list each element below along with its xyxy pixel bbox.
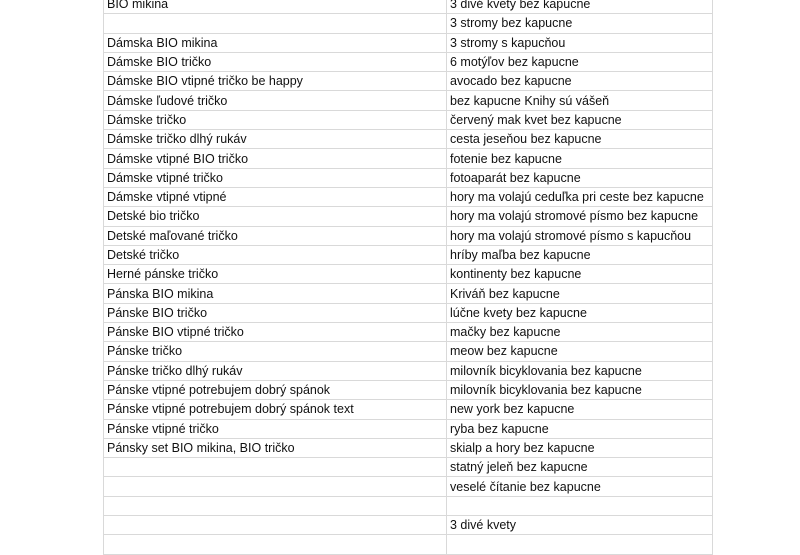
table-row — [104, 323, 713, 342]
cell-product-category[interactable] — [104, 516, 447, 535]
cell-design-name[interactable]: lúčne kvety bez kapucne — [447, 303, 713, 322]
cell-product-category[interactable]: Dámske vtipné tričko — [104, 168, 447, 187]
cell-design-name[interactable]: červený mak kvet bez kapucne — [447, 110, 713, 129]
table-row — [104, 342, 713, 361]
table-row — [104, 14, 713, 33]
table-row — [104, 187, 713, 206]
cell-product-category[interactable]: Detské tričko — [104, 245, 447, 264]
cell-product-category[interactable] — [104, 477, 447, 496]
table-row — [104, 207, 713, 226]
table-row — [104, 477, 713, 496]
cell-product-category[interactable]: Detské maľované tričko — [104, 226, 447, 245]
cell-design-name[interactable]: fotenie bez kapucne — [447, 149, 713, 168]
table-row — [104, 168, 713, 187]
spreadsheet-body — [104, 0, 713, 554]
cell-product-category[interactable]: Pánske tričko — [104, 342, 447, 361]
cell-product-category[interactable] — [104, 14, 447, 33]
cell-design-name[interactable]: ryba bez kapucne — [447, 419, 713, 438]
table-row — [104, 516, 713, 535]
table-row — [104, 52, 713, 71]
cell-product-category[interactable]: Dámske tričko — [104, 110, 447, 129]
cell-product-category[interactable]: Dámske ľudové tričko — [104, 91, 447, 110]
table-row — [104, 130, 713, 149]
table-row — [104, 458, 713, 477]
cell-design-name[interactable]: 3 stromy s kapucňou — [447, 33, 713, 52]
table-row — [104, 496, 713, 515]
cell-product-category[interactable]: Pánske vtipné potrebujem dobrý spánok — [104, 380, 447, 399]
cell-product-category[interactable]: Dámske tričko dlhý rukáv — [104, 130, 447, 149]
cell-design-name[interactable]: bez kapucne Knihy sú vášeň — [447, 91, 713, 110]
cell-design-name[interactable]: 6 motýľov bez kapucne — [447, 52, 713, 71]
cell-design-name[interactable]: 3 stromy bez kapucne — [447, 14, 713, 33]
cell-design-name[interactable]: fotoaparát bez kapucne — [447, 168, 713, 187]
cell-design-name[interactable]: 3 divé kvety bez kapucne — [447, 0, 713, 14]
cell-product-category[interactable]: Dámska BIO mikina — [104, 33, 447, 52]
cell-product-category[interactable]: Pánske BIO vtipné tričko — [104, 323, 447, 342]
cell-product-category[interactable]: Pánsky set BIO mikina, BIO tričko — [104, 438, 447, 457]
table-row — [104, 361, 713, 380]
table-row — [104, 438, 713, 457]
cell-product-category[interactable]: Pánske vtipné potrebujem dobrý spánok text — [104, 400, 447, 419]
table-row — [104, 400, 713, 419]
table-row — [104, 110, 713, 129]
cell-product-category[interactable]: Pánske vtipné tričko — [104, 419, 447, 438]
cell-design-name[interactable]: statný jeleň bez kapucne — [447, 458, 713, 477]
cell-design-name[interactable]: veselé čítanie bez kapucne — [447, 477, 713, 496]
cell-design-name[interactable]: hory ma volajú stromové písmo bez kapucne — [447, 207, 713, 226]
cell-design-name[interactable]: milovník bicyklovania bez kapucne — [447, 380, 713, 399]
cell-design-name[interactable]: milovník bicyklovania bez kapucne — [447, 361, 713, 380]
cell-product-category[interactable] — [104, 496, 447, 515]
table-row — [104, 265, 713, 284]
cell-design-name[interactable]: cesta jeseňou bez kapucne — [447, 130, 713, 149]
cell-product-category[interactable]: BIO mikina — [104, 0, 447, 14]
cell-product-category[interactable]: Dámske BIO vtipné tričko be happy — [104, 72, 447, 91]
cell-design-name[interactable] — [447, 496, 713, 515]
table-row — [104, 535, 713, 554]
table-row — [104, 91, 713, 110]
cell-product-category[interactable]: Pánske tričko dlhý rukáv — [104, 361, 447, 380]
cell-design-name[interactable]: avocado bez kapucne — [447, 72, 713, 91]
cell-design-name[interactable]: skialp a hory bez kapucne — [447, 438, 713, 457]
cell-design-name[interactable]: hory ma volajú stromové písmo s kapucňou — [447, 226, 713, 245]
table-row — [104, 419, 713, 438]
cell-product-category[interactable]: Herné pánske tričko — [104, 265, 447, 284]
table-row — [104, 226, 713, 245]
table-row — [104, 72, 713, 91]
table-row — [104, 380, 713, 399]
cell-product-category[interactable]: Dámske vtipné vtipné — [104, 187, 447, 206]
cell-product-category[interactable]: Pánske BIO tričko — [104, 303, 447, 322]
cell-design-name[interactable]: hory ma volajú ceduľka pri ceste bez kapucne — [447, 187, 713, 206]
table-row — [104, 0, 713, 14]
cell-product-category[interactable]: Dámske BIO tričko — [104, 52, 447, 71]
cell-design-name[interactable]: 3 divé kvety — [447, 516, 713, 535]
table-row — [104, 33, 713, 52]
cell-product-category[interactable]: Detské bio tričko — [104, 207, 447, 226]
cell-product-category[interactable] — [104, 535, 447, 554]
table-row — [104, 303, 713, 322]
table-row — [104, 149, 713, 168]
cell-design-name[interactable]: mačky bez kapucne — [447, 323, 713, 342]
cell-design-name[interactable]: meow bez kapucne — [447, 342, 713, 361]
cell-design-name[interactable] — [447, 535, 713, 554]
cell-product-category[interactable] — [104, 458, 447, 477]
spreadsheet-grid — [103, 0, 713, 555]
cell-product-category[interactable]: Pánska BIO mikina — [104, 284, 447, 303]
cell-design-name[interactable]: new york bez kapucne — [447, 400, 713, 419]
cell-design-name[interactable]: Kriváň bez kapucne — [447, 284, 713, 303]
cell-product-category[interactable]: Dámske vtipné BIO tričko — [104, 149, 447, 168]
cell-design-name[interactable]: kontinenty bez kapucne — [447, 265, 713, 284]
cell-design-name[interactable]: hríby maľba bez kapucne — [447, 245, 713, 264]
table-row — [104, 284, 713, 303]
table-row — [104, 245, 713, 264]
